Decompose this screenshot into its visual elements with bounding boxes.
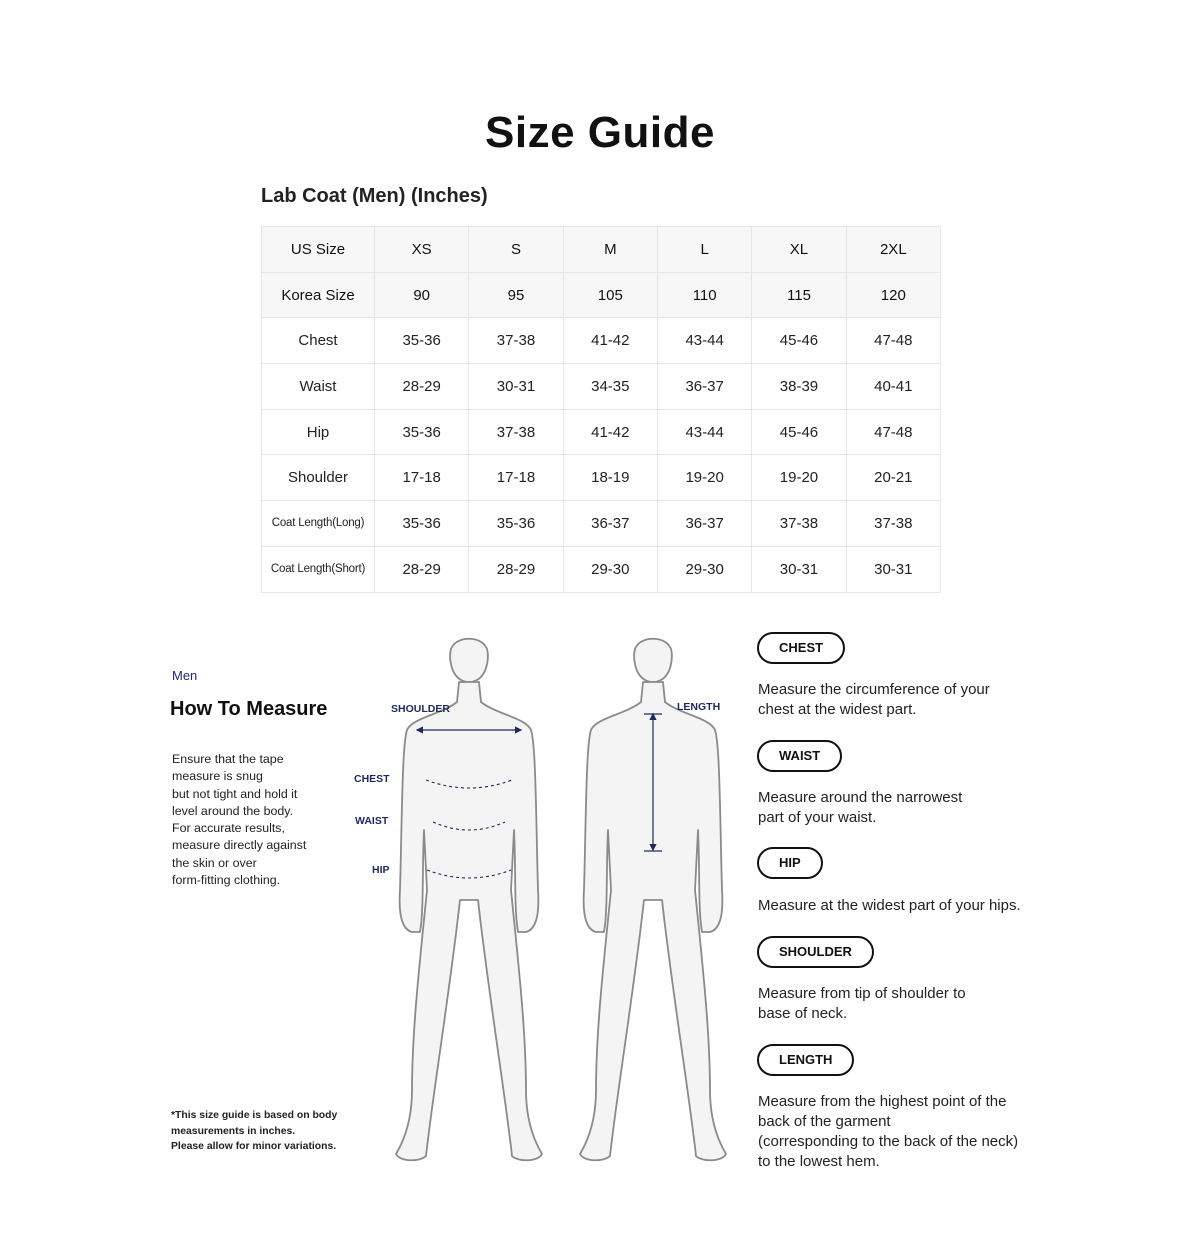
- table-cell: 36-37: [657, 364, 751, 410]
- table-cell: 19-20: [752, 455, 846, 501]
- length-guide-badge: LENGTH: [757, 1044, 854, 1076]
- table-row-korea-size: [262, 272, 941, 318]
- table-row-coat-length-short: [262, 546, 941, 592]
- table-subtitle: Lab Coat (Men) (Inches): [261, 185, 488, 207]
- table-cell: Coat Length(Short): [262, 546, 375, 592]
- table-cell: S: [469, 227, 563, 273]
- table-cell: 90: [375, 272, 469, 318]
- how-to-measure-title: How To Measure: [170, 698, 328, 720]
- table-cell: XS: [375, 227, 469, 273]
- table-cell: 45-46: [752, 318, 846, 364]
- table-cell: 120: [846, 272, 940, 318]
- chest-guide-description: Measure the circumference of your chest at the widest part.: [758, 681, 990, 718]
- table-cell: 36-37: [563, 501, 657, 547]
- hip-guide-description: Measure at the widest part of your hips.: [758, 897, 1021, 914]
- hip-guide-badge: HIP: [757, 847, 823, 879]
- chest-figure-label: CHEST: [354, 773, 390, 785]
- table-row-waist: [262, 364, 941, 410]
- table-cell: 29-30: [657, 546, 751, 592]
- table-cell: 34-35: [563, 364, 657, 410]
- table-row-us-size: [262, 227, 941, 273]
- table-cell: 35-36: [375, 501, 469, 547]
- table-cell: 41-42: [563, 409, 657, 455]
- table-cell: US Size: [262, 227, 375, 273]
- table-cell: 47-48: [846, 409, 940, 455]
- table-cell: 28-29: [375, 546, 469, 592]
- table-cell: 43-44: [657, 409, 751, 455]
- table-cell: 37-38: [469, 409, 563, 455]
- table-cell: 40-41: [846, 364, 940, 410]
- table-cell: 45-46: [752, 409, 846, 455]
- table-cell: 30-31: [469, 364, 563, 410]
- hip-figure-label: HIP: [372, 864, 390, 876]
- table-cell: 47-48: [846, 318, 940, 364]
- table-cell: 43-44: [657, 318, 751, 364]
- shoulder-guide-badge: SHOULDER: [757, 936, 874, 968]
- size-table: [261, 226, 941, 593]
- table-cell: 115: [752, 272, 846, 318]
- waist-guide-badge: WAIST: [757, 740, 842, 772]
- table-cell: Waist: [262, 364, 375, 410]
- table-cell: Hip: [262, 409, 375, 455]
- table-cell: 37-38: [752, 501, 846, 547]
- waist-guide-description: Measure around the narrowest part of your waist.: [758, 789, 963, 826]
- table-cell: 28-29: [469, 546, 563, 592]
- table-cell: 18-19: [563, 455, 657, 501]
- body-figures-illustration: [350, 630, 740, 1170]
- table-cell: Korea Size: [262, 272, 375, 318]
- table-cell: 35-36: [469, 501, 563, 547]
- front-body-figure: [396, 639, 542, 1161]
- table-cell: XL: [752, 227, 846, 273]
- page-title: Size Guide: [485, 108, 715, 157]
- table-cell: 35-36: [375, 409, 469, 455]
- table-cell: L: [657, 227, 751, 273]
- table-row-coat-length-long: [262, 501, 941, 547]
- shoulder-guide-description: Measure from tip of shoulder to base of neck.: [758, 985, 966, 1022]
- category-label: Men: [172, 668, 198, 683]
- table-cell: Shoulder: [262, 455, 375, 501]
- table-cell: 35-36: [375, 318, 469, 364]
- table-cell: M: [563, 227, 657, 273]
- shoulder-figure-label: SHOULDER: [391, 703, 450, 715]
- table-cell: 38-39: [752, 364, 846, 410]
- chest-guide-badge: CHEST: [757, 632, 845, 664]
- table-cell: 37-38: [846, 501, 940, 547]
- table-cell: 20-21: [846, 455, 940, 501]
- table-cell: 17-18: [469, 455, 563, 501]
- length-guide-description: Measure from the highest point of the back of the garment (corresponding to the back of the neck) to the lowest hem.: [758, 1093, 1019, 1170]
- size-guide-footnote: *This size guide is based on body measurements in inches. Please allow for minor variations.: [171, 1110, 338, 1152]
- table-cell: 36-37: [657, 501, 751, 547]
- table-cell: 2XL: [846, 227, 940, 273]
- table-row-chest: [262, 318, 941, 364]
- table-row-hip: [262, 409, 941, 455]
- table-row-shoulder: [262, 455, 941, 501]
- table-cell: 30-31: [846, 546, 940, 592]
- table-cell: Chest: [262, 318, 375, 364]
- length-figure-label: LENGTH: [677, 701, 721, 713]
- table-cell: 17-18: [375, 455, 469, 501]
- waist-figure-label: WAIST: [355, 815, 389, 827]
- table-cell: 30-31: [752, 546, 846, 592]
- table-cell: 29-30: [563, 546, 657, 592]
- table-cell: 110: [657, 272, 751, 318]
- table-cell: 105: [563, 272, 657, 318]
- table-cell: 37-38: [469, 318, 563, 364]
- table-cell: Coat Length(Long): [262, 501, 375, 547]
- measure-instructions: Ensure that the tape measure is snug but not tight and hold it level around the body. For accurate results, measure directly against the skin or over form-fitting clothing.: [172, 752, 307, 888]
- table-cell: 19-20: [657, 455, 751, 501]
- table-cell: 28-29: [375, 364, 469, 410]
- table-cell: 95: [469, 272, 563, 318]
- table-cell: 41-42: [563, 318, 657, 364]
